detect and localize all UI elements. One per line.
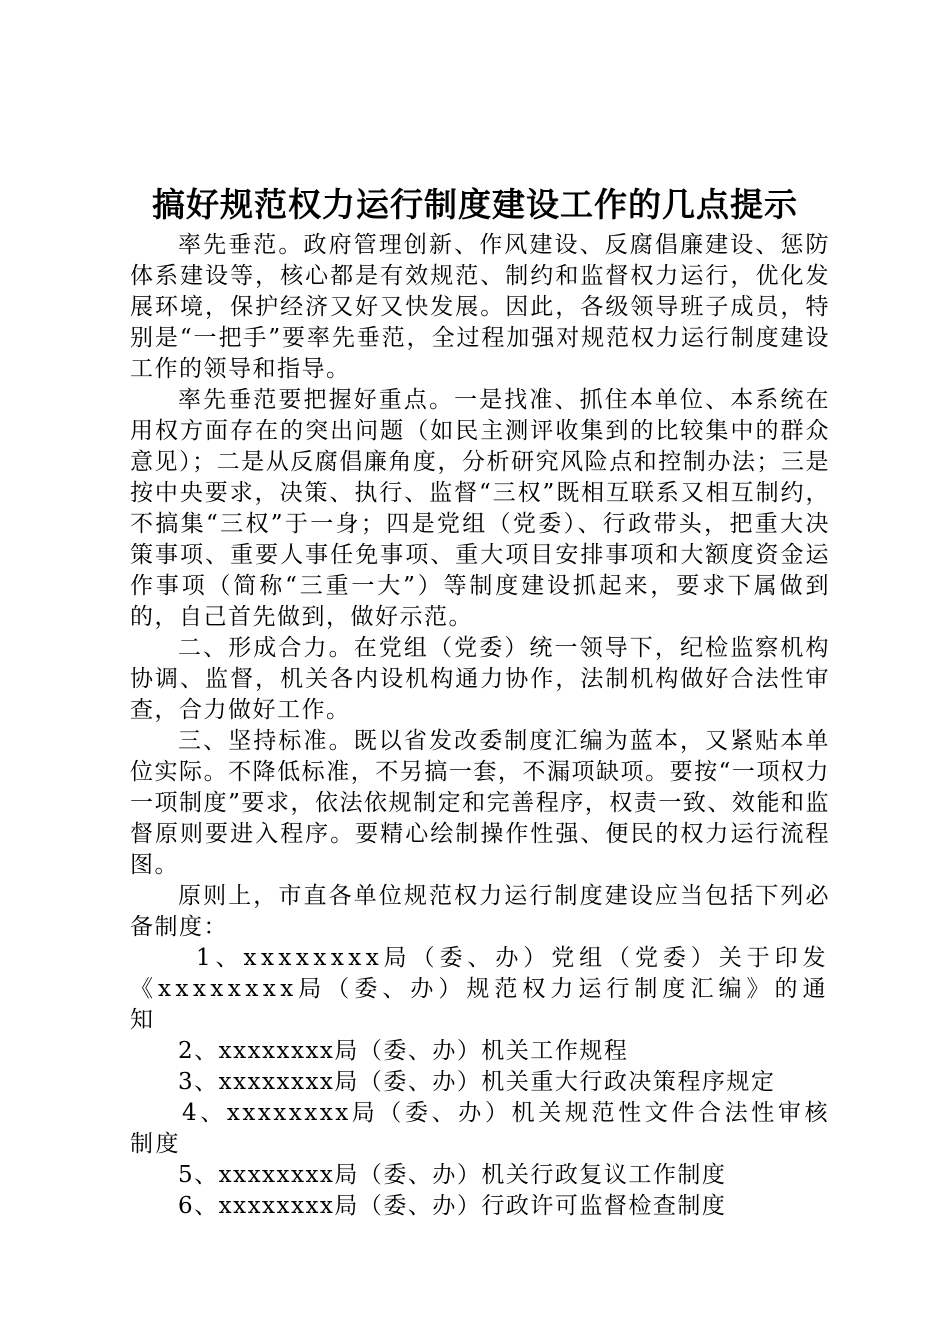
document-title: 搞好规范权力运行制度建设工作的几点提示 — [152, 185, 798, 224]
paragraph-required-systems: 原则上，市直各单位规范权力运行制度建设应当包括下列必备制度： — [130, 883, 830, 940]
paragraph-lead-by-example: 率先垂范。政府管理创新、作风建设、反腐倡廉建设、惩防体系建设等，核心都是有效规范、制约和监督权力运行，优化发展环境，保护经济又好又快发展。因此，各级领导班子成员，特别是“一把手”要率先垂范，全过程加强对规范权力运行制度建设工作的领导和指导。 — [130, 232, 830, 382]
list-item: 4、xxxxxxxx局（委、办）机关规范性文件合法性审核制度 — [130, 1100, 830, 1157]
list-item: 1、xxxxxxxx局（委、办）党组（党委）关于印发《xxxxxxxx局（委、办）规范权力运行制度汇编》的通知 — [130, 945, 830, 1033]
paragraph-key-points: 率先垂范要把握好重点。一是找准、抓住本单位、本系统在用权方面存在的突出问题（如民主测评收集到的比较集中的群众意见）；二是从反腐倡廉角度，分析研究风险点和控制办法；三是按中央要求，决策、执行、监督“三权”既相互联系又相互制约，不搞集“三权”于一身；四是党组（党委）、行政带头，把重大决策事项、重要人事任免事项、重大项目安排事项和大额度资金运作事项（简称“三重一大”）等制度建设抓起来，要求下属做到的，自己首先做到，做好示范。 — [130, 387, 830, 630]
list-item: 2、xxxxxxxx局（委、办）机关工作规程 — [178, 1038, 629, 1064]
list-item: 5、xxxxxxxx局（委、办）机关行政复议工作制度 — [178, 1162, 727, 1188]
paragraph-standards: 三、坚持标准。既以省发改委制度汇编为蓝本，又紧贴本单位实际。不降低标准，不另搞一套，不漏项缺项。要按“一项权力一项制度”要求，依法依规制定和完善程序，权责一致、效能和监督原则要进入程序。要精心绘制操作性强、便民的权力运行流程图。 — [130, 728, 830, 878]
paragraph-joint-effort: 二、形成合力。在党组（党委）统一领导下，纪检监察机构协调、监督，机关各内设机构通力协作，法制机构做好合法性审查，合力做好工作。 — [130, 635, 830, 723]
list-item: 3、xxxxxxxx局（委、办）机关重大行政决策程序规定 — [178, 1069, 776, 1095]
list-item: 6、xxxxxxxx局（委、办）行政许可监督检查制度 — [178, 1193, 727, 1219]
document-body — [130, 230, 830, 1222]
